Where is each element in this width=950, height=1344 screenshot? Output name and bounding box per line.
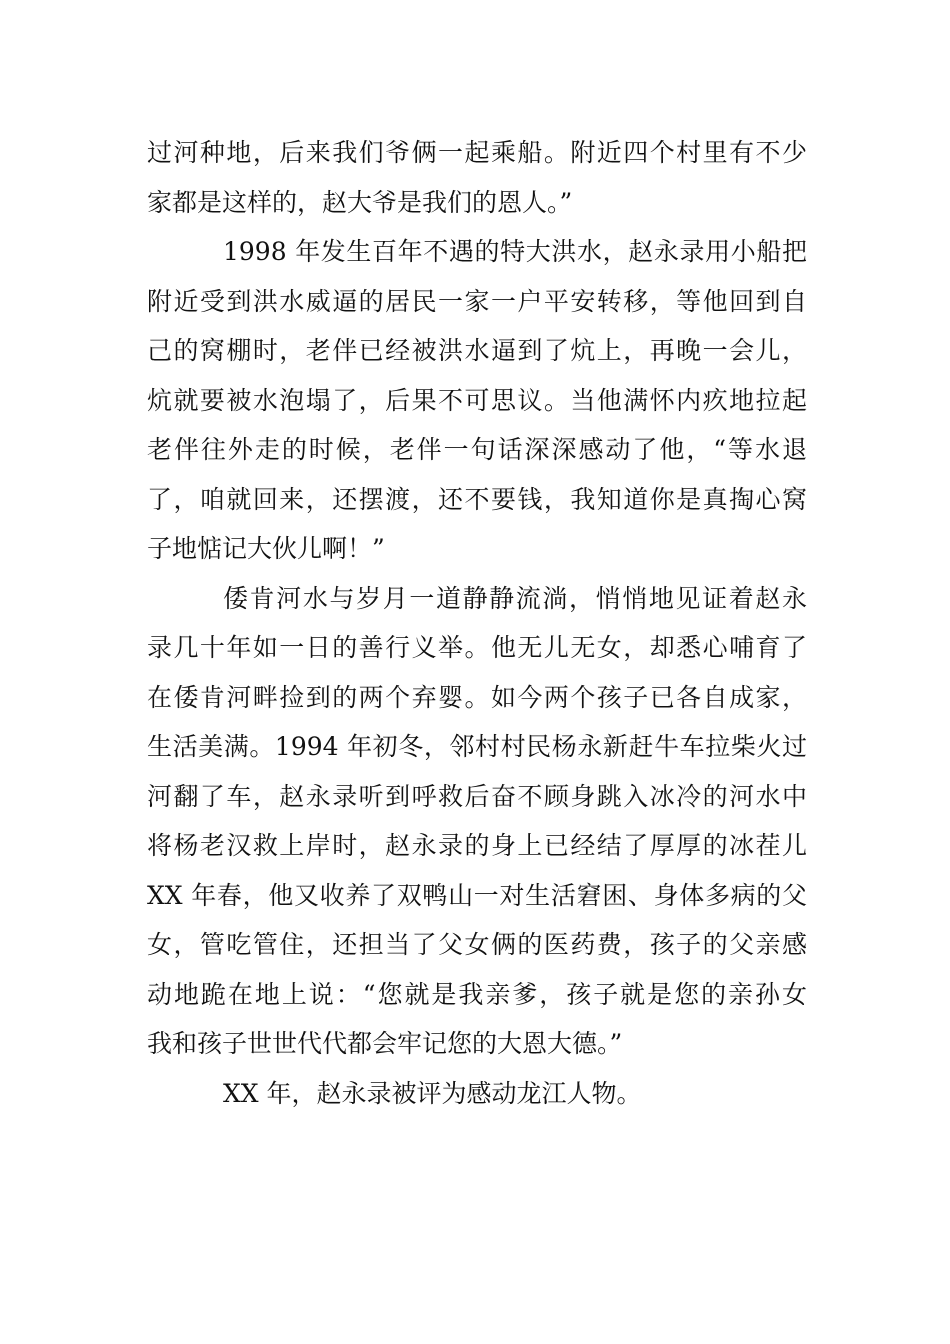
text-line: 了，咱就回来，还摆渡，还不要钱，我知道你是真掏心窝 bbox=[147, 484, 807, 514]
text-line: 在倭肯河畔捡到的两个弃婴。如今两个孩子已各自成家， bbox=[147, 682, 807, 712]
text-line: 将杨老汉救上岸时，赵永录的身上已经结了厚厚的冰茬儿 bbox=[147, 831, 807, 860]
text-line: 附近受到洪水威逼的居民一家一户平安转移，等他回到自 bbox=[147, 286, 807, 316]
text-line: 河翻了车，赵永录听到呼救后奋不顾身跳入冰冷的河水中 bbox=[147, 781, 807, 811]
text-line: 过河种地，后来我们爷俩一起乘船。附近四个村里有不少 bbox=[147, 138, 807, 167]
text-line: 己的窝棚时，老伴已经被洪水逼到了炕上，再晚一会儿， bbox=[147, 336, 807, 365]
text-line: 1998 年发生百年不遇的特大洪水，赵永录用小船把 bbox=[223, 237, 807, 266]
text-line: 生活美满。1994 年初冬，邻村村民杨永新赶牛车拉柴火过 bbox=[147, 732, 807, 761]
text-line: 录几十年如一日的善行义举。他无儿无女，却悉心哺育了 bbox=[147, 633, 807, 662]
text-line: XX 年，赵永录被评为感动龙江人物。 bbox=[223, 1078, 642, 1108]
text-line: 子地惦记大伙儿啊！” bbox=[147, 534, 385, 563]
text-line: 炕就要被水泡塌了，后果不可思议。当他满怀内疚地拉起 bbox=[147, 385, 807, 415]
text-line: 倭肯河水与岁月一道静静流淌，悄悄地见证着赵永 bbox=[223, 583, 807, 613]
text-line: 家都是这样的，赵大爷是我们的恩人。” bbox=[147, 187, 573, 217]
text-line: 我和孩子世世代代都会牢记您的大恩大德。” bbox=[147, 1029, 623, 1058]
text-line: XX 年春，他又收养了双鸭山一对生活窘困、身体多病的父 bbox=[147, 880, 807, 910]
paragraph bbox=[147, 227, 807, 574]
paragraph bbox=[147, 574, 807, 1069]
text-line: 动地跪在地上说：“您就是我亲爹，孩子就是您的亲孙女 bbox=[147, 979, 807, 1009]
text-line: 老伴往外走的时候，老伴一句话深深感动了他，“等水退 bbox=[147, 435, 807, 464]
text-line: 女，管吃管住，还担当了父女俩的医药费，孩子的父亲感 bbox=[147, 930, 807, 959]
paragraph bbox=[147, 1069, 807, 1119]
document-body bbox=[147, 128, 807, 1118]
paragraph bbox=[147, 128, 807, 227]
